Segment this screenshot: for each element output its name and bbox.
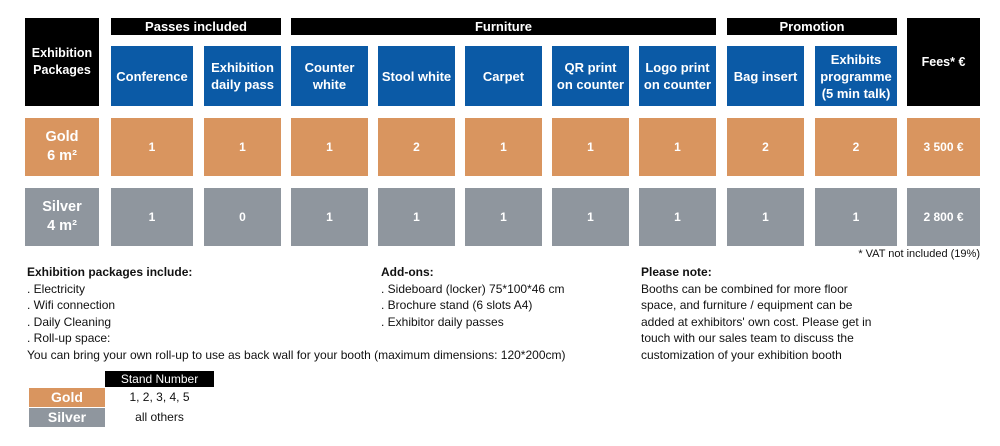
gold-exhibition-daily-pass: 1 bbox=[204, 118, 281, 176]
row-label-gold-name: Gold bbox=[45, 129, 79, 145]
fees-header bbox=[907, 18, 980, 106]
col-header-bag-insert: Bag insert bbox=[727, 46, 804, 106]
silver-bag-insert: 1 bbox=[727, 188, 804, 246]
gold-exhibits-programme: 2 bbox=[815, 118, 897, 176]
stand-number-header: Stand Number bbox=[105, 371, 214, 387]
gold-qr-print: 1 bbox=[552, 118, 629, 176]
please-note-line: added at exhibitors' own cost. Please get in bbox=[641, 314, 872, 329]
gold-stool-white: 2 bbox=[378, 118, 455, 176]
row-label-gold-size: 6 m² bbox=[47, 148, 77, 164]
addons-section bbox=[381, 264, 631, 330]
please-note-line: Booths can be combined for more floor bbox=[641, 281, 848, 296]
addon-item: . Brochure stand (6 slots A4) bbox=[381, 298, 533, 313]
col-header-conference: Conference bbox=[111, 46, 193, 106]
silver-exhibition-daily-pass: 0 bbox=[204, 188, 281, 246]
col-header-counter-white: Counter white bbox=[291, 46, 368, 106]
gold-logo-print: 1 bbox=[639, 118, 716, 176]
col-header-exhibits-programme: Exhibits programme (5 min talk) bbox=[815, 46, 897, 106]
includes-item: . Electricity bbox=[27, 281, 86, 296]
includes-item: . Wifi connection bbox=[27, 298, 116, 313]
please-note-line: space, and furniture / equipment can be bbox=[641, 298, 853, 313]
col-header-carpet: Carpet bbox=[465, 46, 542, 106]
rollup-text: You can bring your own roll-up to use as back wall for your booth (maximum dimensions: 120*200cm) bbox=[27, 347, 566, 362]
please-note-title: Please note: bbox=[641, 265, 712, 279]
gold-carpet: 1 bbox=[465, 118, 542, 176]
silver-conference: 1 bbox=[111, 188, 193, 246]
silver-stool-white: 1 bbox=[378, 188, 455, 246]
fees-header-label: Fees* € bbox=[921, 54, 966, 69]
silver-exhibits-programme: 1 bbox=[815, 188, 897, 246]
silver-fee: 2 800 € bbox=[907, 188, 980, 246]
gold-bag-insert: 2 bbox=[727, 118, 804, 176]
row-label-gold bbox=[25, 118, 99, 176]
includes-title: Exhibition packages include: bbox=[27, 265, 193, 279]
gold-counter-white: 1 bbox=[291, 118, 368, 176]
col-header-exhibition-daily-pass: Exhibition daily pass bbox=[204, 46, 281, 106]
packages-header bbox=[25, 18, 99, 106]
group-passes: Passes included bbox=[111, 18, 281, 35]
legend-silver-label: Silver bbox=[29, 408, 105, 427]
please-note-section bbox=[641, 264, 981, 364]
includes-item: . Daily Cleaning bbox=[27, 314, 112, 329]
legend-silver-value: all others bbox=[135, 410, 184, 424]
col-header-logo-print: Logo print on counter bbox=[639, 46, 716, 106]
addon-item: . Sideboard (locker) 75*100*46 cm bbox=[381, 281, 565, 296]
group-promotion: Promotion bbox=[727, 18, 897, 35]
addon-item: . Exhibitor daily passes bbox=[381, 314, 504, 329]
vat-note: * VAT not included (19%) bbox=[858, 248, 980, 260]
silver-carpet: 1 bbox=[465, 188, 542, 246]
includes-item: . Roll-up space: bbox=[27, 331, 111, 346]
legend-gold-label: Gold bbox=[29, 388, 105, 407]
col-header-qr-print: QR print on counter bbox=[552, 46, 629, 106]
silver-logo-print: 1 bbox=[639, 188, 716, 246]
row-label-silver-size: 4 m² bbox=[47, 218, 77, 234]
legend-gold-value: 1, 2, 3, 4, 5 bbox=[129, 390, 190, 404]
please-note-line: touch with our sales team to discuss the bbox=[641, 331, 854, 346]
silver-qr-print: 1 bbox=[552, 188, 629, 246]
gold-conference: 1 bbox=[111, 118, 193, 176]
col-header-stool-white: Stool white bbox=[378, 46, 455, 106]
group-furniture: Furniture bbox=[291, 18, 716, 35]
row-label-silver-name: Silver bbox=[42, 199, 82, 215]
please-note-line: customization of your exhibition booth bbox=[641, 347, 842, 362]
row-label-silver bbox=[25, 188, 99, 246]
addons-title: Add-ons: bbox=[381, 265, 434, 279]
gold-fee: 3 500 € bbox=[907, 118, 980, 176]
silver-counter-white: 1 bbox=[291, 188, 368, 246]
packages-header-label: Exhibition Packages bbox=[31, 46, 93, 77]
